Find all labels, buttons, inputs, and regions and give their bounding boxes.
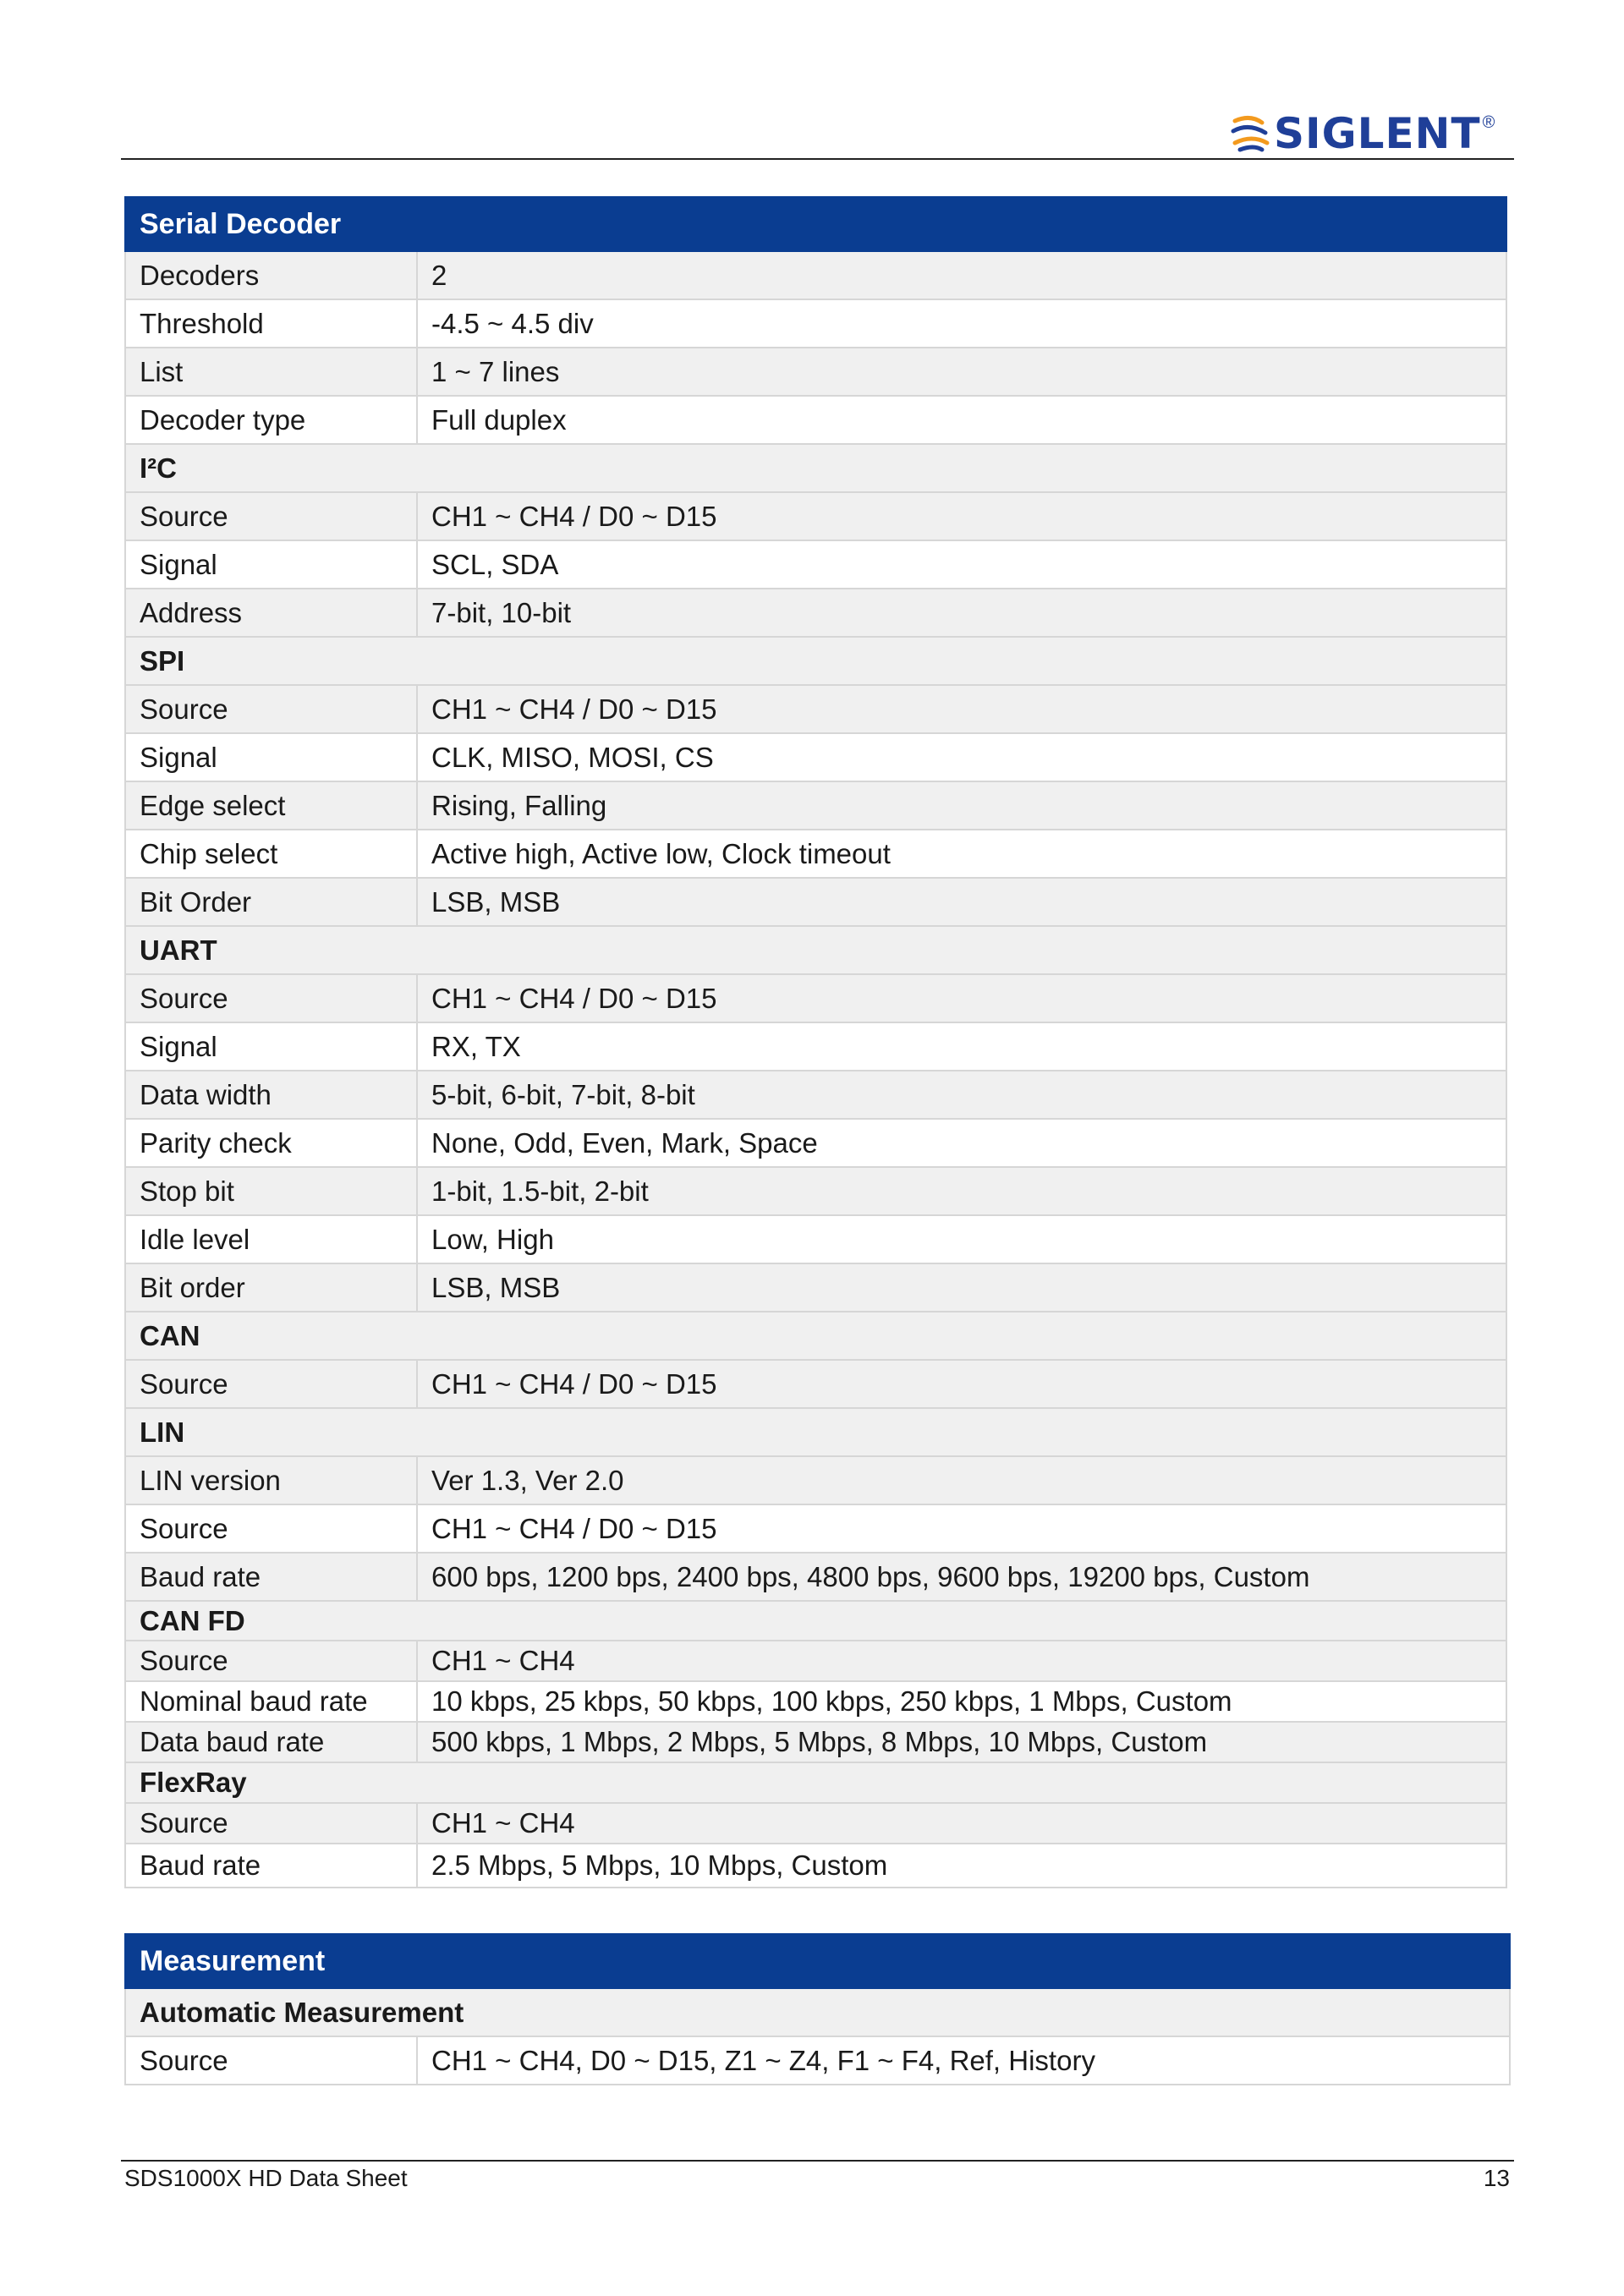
table-row xyxy=(125,1456,1506,1504)
row-label: Data baud rate xyxy=(125,1722,417,1762)
row-label: Baud rate xyxy=(125,1844,417,1888)
section-header: LIN xyxy=(125,1408,1506,1456)
table-row xyxy=(125,1119,1506,1167)
section-header: Automatic Measurement xyxy=(125,1988,1510,2036)
row-label: Source xyxy=(125,1641,417,1681)
table-row xyxy=(125,1167,1506,1215)
section-header-row xyxy=(125,444,1506,492)
row-label: Decoders xyxy=(125,251,417,299)
table-row xyxy=(125,396,1506,444)
row-value: 2 xyxy=(417,251,1506,299)
row-label: Source xyxy=(125,492,417,540)
row-value: Ver 1.3, Ver 2.0 xyxy=(417,1456,1506,1504)
section-header: UART xyxy=(125,926,1506,974)
brand-name: SIGLENT xyxy=(1274,109,1481,158)
row-value: LSB, MSB xyxy=(417,1263,1506,1312)
serial-decoder-table xyxy=(124,196,1507,1888)
table-row xyxy=(125,1803,1506,1844)
row-value: RX, TX xyxy=(417,1022,1506,1071)
row-label: Bit Order xyxy=(125,878,417,926)
table-row xyxy=(125,1722,1506,1762)
row-value: 1 ~ 7 lines xyxy=(417,348,1506,396)
row-value: LSB, MSB xyxy=(417,878,1506,926)
row-label: Signal xyxy=(125,540,417,589)
row-value: CH1 ~ CH4 / D0 ~ D15 xyxy=(417,1504,1506,1553)
table-title: Measurement xyxy=(125,1934,1510,1988)
registered-mark: ® xyxy=(1482,113,1495,132)
row-value: Active high, Active low, Clock timeout xyxy=(417,830,1506,878)
table-row xyxy=(125,251,1506,299)
section-header-row xyxy=(125,637,1506,685)
row-label: Bit order xyxy=(125,1263,417,1312)
row-label: Source xyxy=(125,974,417,1022)
row-value: 1-bit, 1.5-bit, 2-bit xyxy=(417,1167,1506,1215)
section-header: I²C xyxy=(125,444,1506,492)
section-header-row xyxy=(125,1408,1506,1456)
row-label: Address xyxy=(125,589,417,637)
row-value: Full duplex xyxy=(417,396,1506,444)
row-label: Source xyxy=(125,685,417,733)
table-row xyxy=(125,299,1506,348)
table-row xyxy=(125,974,1506,1022)
table-title-row xyxy=(125,1934,1510,1988)
footer-divider xyxy=(121,2160,1514,2162)
row-label: Source xyxy=(125,1360,417,1408)
row-value: CH1 ~ CH4 / D0 ~ D15 xyxy=(417,492,1506,540)
section-header-row xyxy=(125,1601,1506,1641)
row-label: Edge select xyxy=(125,781,417,830)
row-label: Source xyxy=(125,1803,417,1844)
row-label: Signal xyxy=(125,733,417,781)
row-label: Idle level xyxy=(125,1215,417,1263)
row-value: 2.5 Mbps, 5 Mbps, 10 Mbps, Custom xyxy=(417,1844,1506,1888)
row-value: 10 kbps, 25 kbps, 50 kbps, 100 kbps, 250 kbps, 1 Mbps, Custom xyxy=(417,1681,1506,1722)
section-header-row xyxy=(125,926,1506,974)
section-header-row xyxy=(125,1312,1506,1360)
row-label: Decoder type xyxy=(125,396,417,444)
table-row xyxy=(125,685,1506,733)
row-label: Parity check xyxy=(125,1119,417,1167)
section-header-row xyxy=(125,1762,1506,1803)
table-title: Serial Decoder xyxy=(125,197,1506,251)
row-label: Source xyxy=(125,1504,417,1553)
row-value: CLK, MISO, MOSI, CS xyxy=(417,733,1506,781)
row-value: SCL, SDA xyxy=(417,540,1506,589)
table-row xyxy=(125,589,1506,637)
row-label: List xyxy=(125,348,417,396)
table-row xyxy=(125,830,1506,878)
table-row xyxy=(125,1681,1506,1722)
table-row xyxy=(125,1504,1506,1553)
row-label: Nominal baud rate xyxy=(125,1681,417,1722)
footer-doc-title: SDS1000X HD Data Sheet xyxy=(124,2165,408,2191)
table-row xyxy=(125,1360,1506,1408)
row-label: Data width xyxy=(125,1071,417,1119)
siglent-logo xyxy=(1228,110,1512,157)
row-value: CH1 ~ CH4 xyxy=(417,1641,1506,1681)
row-label: Stop bit xyxy=(125,1167,417,1215)
table-row xyxy=(125,1553,1506,1601)
row-value: CH1 ~ CH4 xyxy=(417,1803,1506,1844)
row-value: Rising, Falling xyxy=(417,781,1506,830)
row-value: 500 kbps, 1 Mbps, 2 Mbps, 5 Mbps, 8 Mbps, 10 Mbps, Custom xyxy=(417,1722,1506,1762)
table-row xyxy=(125,1844,1506,1888)
section-header: CAN xyxy=(125,1312,1506,1360)
row-label: LIN version xyxy=(125,1456,417,1504)
table-row xyxy=(125,1215,1506,1263)
section-header: FlexRay xyxy=(125,1762,1506,1803)
table-title-row xyxy=(125,197,1506,251)
measurement-table xyxy=(124,1933,1511,2085)
row-label: Threshold xyxy=(125,299,417,348)
row-label: Baud rate xyxy=(125,1553,417,1601)
footer-page-number: 13 xyxy=(1483,2165,1510,2191)
row-value: CH1 ~ CH4 / D0 ~ D15 xyxy=(417,974,1506,1022)
table-row xyxy=(125,2036,1510,2085)
header-divider xyxy=(121,158,1514,160)
row-label: Chip select xyxy=(125,830,417,878)
row-value: CH1 ~ CH4 / D0 ~ D15 xyxy=(417,685,1506,733)
section-header-row xyxy=(125,1988,1510,2036)
row-value: 5-bit, 6-bit, 7-bit, 8-bit xyxy=(417,1071,1506,1119)
siglent-swirl-icon xyxy=(1228,114,1272,153)
row-value: -4.5 ~ 4.5 div xyxy=(417,299,1506,348)
row-value: 7-bit, 10-bit xyxy=(417,589,1506,637)
row-value: 600 bps, 1200 bps, 2400 bps, 4800 bps, 9600 bps, 19200 bps, Custom xyxy=(417,1553,1506,1601)
row-value: CH1 ~ CH4 / D0 ~ D15 xyxy=(417,1360,1506,1408)
table-row xyxy=(125,540,1506,589)
table-row xyxy=(125,1263,1506,1312)
row-label: Signal xyxy=(125,1022,417,1071)
table-row xyxy=(125,492,1506,540)
table-row xyxy=(125,348,1506,396)
table-row xyxy=(125,1022,1506,1071)
table-row xyxy=(125,1641,1506,1681)
table-row xyxy=(125,1071,1506,1119)
table-row xyxy=(125,781,1506,830)
row-value: Low, High xyxy=(417,1215,1506,1263)
table-row xyxy=(125,733,1506,781)
row-value: None, Odd, Even, Mark, Space xyxy=(417,1119,1506,1167)
section-header: SPI xyxy=(125,637,1506,685)
table-row xyxy=(125,878,1506,926)
row-label: Source xyxy=(125,2036,417,2085)
section-header: CAN FD xyxy=(125,1601,1506,1641)
row-value: CH1 ~ CH4, D0 ~ D15, Z1 ~ Z4, F1 ~ F4, Ref, History xyxy=(417,2036,1510,2085)
